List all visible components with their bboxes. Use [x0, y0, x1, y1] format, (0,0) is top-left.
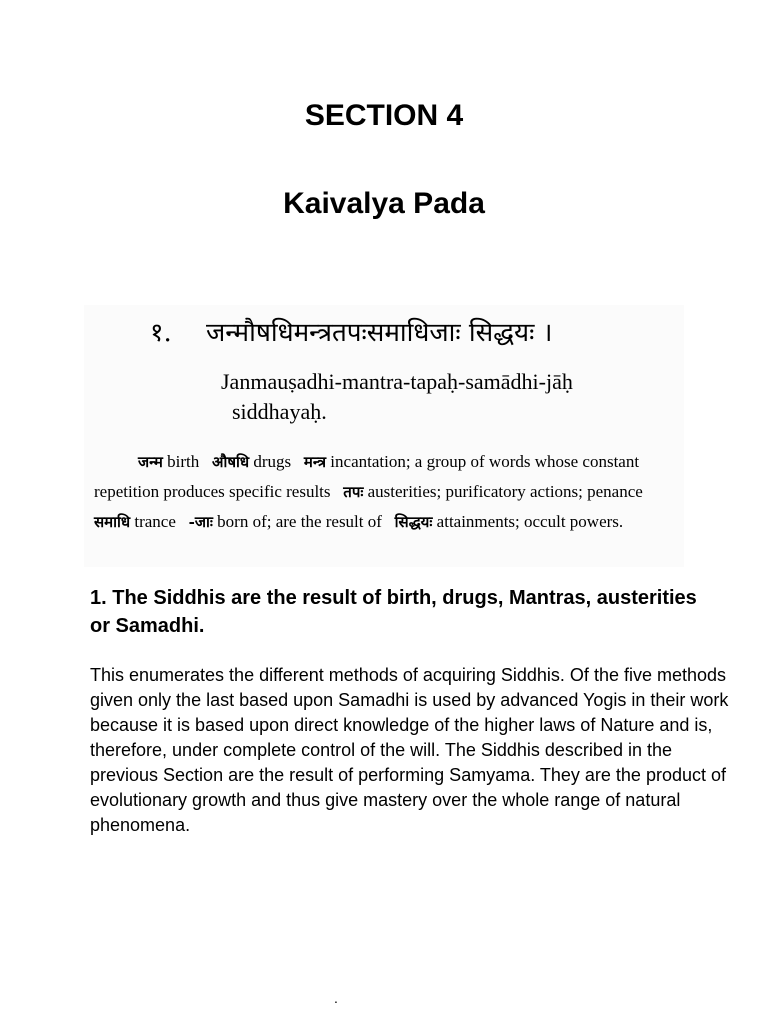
word-gloss	[94, 447, 684, 537]
gloss-term: औषधि	[211, 453, 250, 471]
transliteration-line-1: Janmauṣadhi-mantra-tapaḥ-samādhi-jāḥ	[221, 369, 573, 394]
gloss-meaning: incantation; a group of words whose constant repetition produces specific results	[94, 452, 640, 501]
sutra-transliteration	[221, 367, 573, 427]
section-title: SECTION 4	[304, 99, 464, 132]
transliteration-line-2: siddhayaḥ.	[232, 399, 327, 424]
gloss-meaning: attainments; occult powers.	[436, 512, 624, 531]
pada-title: Kaivalya Pada	[283, 187, 485, 220]
sutra-devanagari-line	[150, 313, 552, 353]
gloss-term: समाधि	[94, 513, 131, 531]
sutra-scan-block	[84, 305, 684, 567]
sutra-number: १.	[150, 318, 172, 348]
sutra-translation-heading: 1. The Siddhis are the result of birth, drugs, Mantras, austerities or Samadhi.	[90, 587, 697, 637]
gloss-term: जन्म	[138, 453, 163, 471]
gloss-term: मन्त्र	[303, 453, 327, 471]
gloss-meaning: born of; are the result of	[217, 512, 382, 531]
gloss-meaning: drugs	[253, 452, 292, 471]
commentary-paragraph: This enumerates the different methods of acquiring Siddhis. Of the five methods given only the last based upon Samadhi is used by advanced Yogis in their work because it is based upon direct knowledge of the higher laws of Nature and is, therefore, under complete control of the will. The Siddhis described in the previous Section are the result of performing Samyama. They are the product of evolutionary growth and thus give mastery over the whole range of natural phenomena.	[90, 665, 729, 835]
sutra-devanagari: जन्मौषधिमन्त्रतपःसमाधिजाः सिद्धयः ।	[206, 318, 553, 348]
gloss-meaning: austerities; purificatory actions; penance	[367, 482, 643, 501]
gloss-meaning: trance	[134, 512, 176, 531]
page-footer-mark: .	[334, 990, 338, 1006]
gloss-meaning: birth	[167, 452, 200, 471]
gloss-term: -जाः	[188, 513, 213, 531]
gloss-term: सिद्धयः	[394, 513, 433, 531]
gloss-term: तपः	[343, 483, 364, 501]
